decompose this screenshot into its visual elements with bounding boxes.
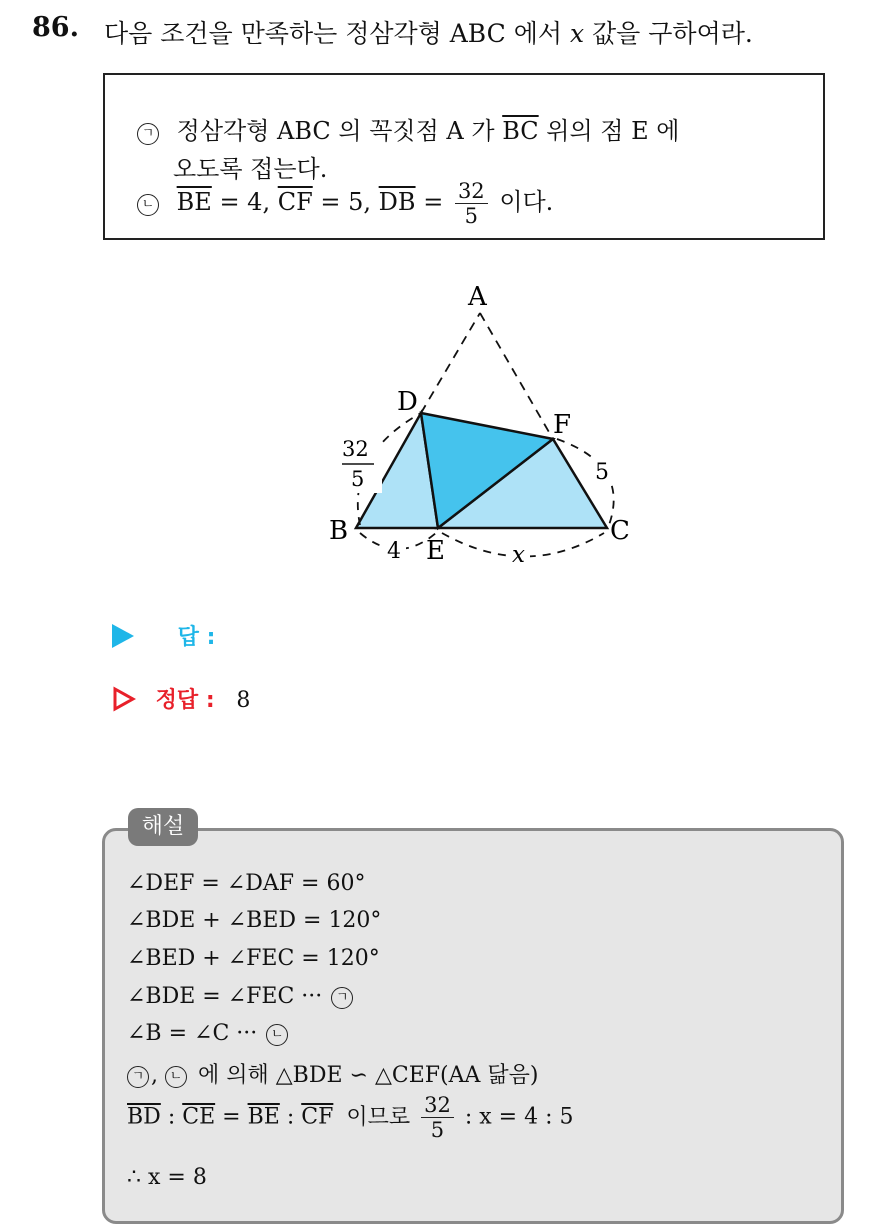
circled-marker-5: ㄱ [127,1066,149,1088]
fraction-solution-denominator: 5 [430,1118,445,1142]
condition-1-text: 정삼각형 ABC 의 꼭짓점 A 가 [176,117,495,145]
solution-tag: 해설 [128,808,198,846]
label-a: A [468,282,487,312]
solution-line-1: ∠DEF = ∠DAF = 60° [127,871,366,896]
play-icon [112,624,134,648]
condition-1-line2: 오도록 접는다. [173,155,328,183]
condition-1-text2: 위의 점 E 에 [546,117,680,145]
length-be: 4 [387,539,401,564]
condition-2 [137,179,553,228]
question-text-after: 값을 구하여라. [592,19,753,48]
label-b: B [329,516,349,546]
conditions-box [103,73,825,240]
solution-line-5 [127,1021,298,1046]
solution-line-7 [127,1093,573,1142]
solution-line-8: ∴ x = 8 [127,1165,207,1190]
eq-db: = [423,188,444,216]
segment-be: $\overline{BE}$ [176,188,212,216]
fraction-numerator: 32 [455,179,488,204]
correct-answer-label: 정답 : [155,688,215,713]
circled-marker-6: ㄴ [165,1066,187,1088]
condition-2-tail: 이다. [499,188,554,216]
correct-answer-row [112,683,250,714]
length-bd-denominator: 5 [351,467,365,491]
fraction-solution-numerator: 32 [421,1093,454,1118]
label-c: C [610,516,630,546]
solution-line-4 [127,984,363,1009]
colon-1: : [167,1104,176,1130]
solution-line-6-text: 에 의해 △BDE ∽ △CEF(AA 닮음) [198,1063,539,1088]
segment-db: $\overline{DB}$ [378,188,416,216]
segment-cf: $\overline{CF}$ [277,188,313,216]
label-d: D [397,387,418,417]
question-text-before: 다음 조건을 만족하는 정삼각형 ABC 에서 [104,19,563,48]
eq-be: = 4, [219,188,271,216]
play-outline-icon [112,686,136,712]
question-number: 86. [32,12,79,43]
solution-line-5-text: ∠B = ∠C ··· [127,1021,258,1046]
label-f: F [553,410,572,440]
dashed-line-af [480,313,553,439]
colon-2: : [286,1104,295,1130]
solution-line-6-sep: , [151,1063,158,1088]
fraction-denominator: 5 [464,204,478,228]
length-ec: x [512,542,525,568]
dashed-line-da [421,313,480,413]
circled-marker-4: ㄴ [266,1024,288,1046]
fraction-solution [421,1093,454,1142]
eq-cf: = 5, [320,188,372,216]
segment-bd: $\overline{BD}$ [127,1104,161,1130]
solution-line-2: ∠BDE + ∠BED = 120° [127,908,382,933]
segment-cf-2: $\overline{CF}$ [301,1104,334,1130]
circled-marker-2: ㄴ [137,194,159,216]
circled-marker-3: ㄱ [331,987,353,1009]
equals-sign: = [222,1104,241,1130]
solution-line-4-text: ∠BDE = ∠FEC ··· [127,984,323,1009]
correct-answer-value: 8 [236,688,251,713]
length-cf: 5 [595,460,609,485]
circled-marker-1: ㄱ [137,123,159,145]
solution-line-3: ∠BED + ∠FEC = 120° [127,946,380,971]
length-bd-numerator: 32 [342,437,369,461]
solution-line-7-rest: : x = 4 : 5 [464,1104,574,1130]
answer-label: 답 : [177,625,216,650]
label-e: E [426,536,445,566]
triangle-diagram [320,275,650,575]
fraction-db [455,179,488,228]
segment-be-2: $\overline{BE}$ [247,1104,280,1130]
answer-row [112,620,215,651]
segment-bc: $\overline{BC}$ [502,117,539,145]
solution-box [102,828,844,1224]
solution-line-6 [127,1058,538,1089]
question-variable: x [569,19,585,48]
condition-1 [137,111,679,146]
solution-line-7-text: 이므로 [346,1104,411,1130]
question-text [104,14,753,50]
segment-ce: $\overline{CE}$ [182,1104,216,1130]
